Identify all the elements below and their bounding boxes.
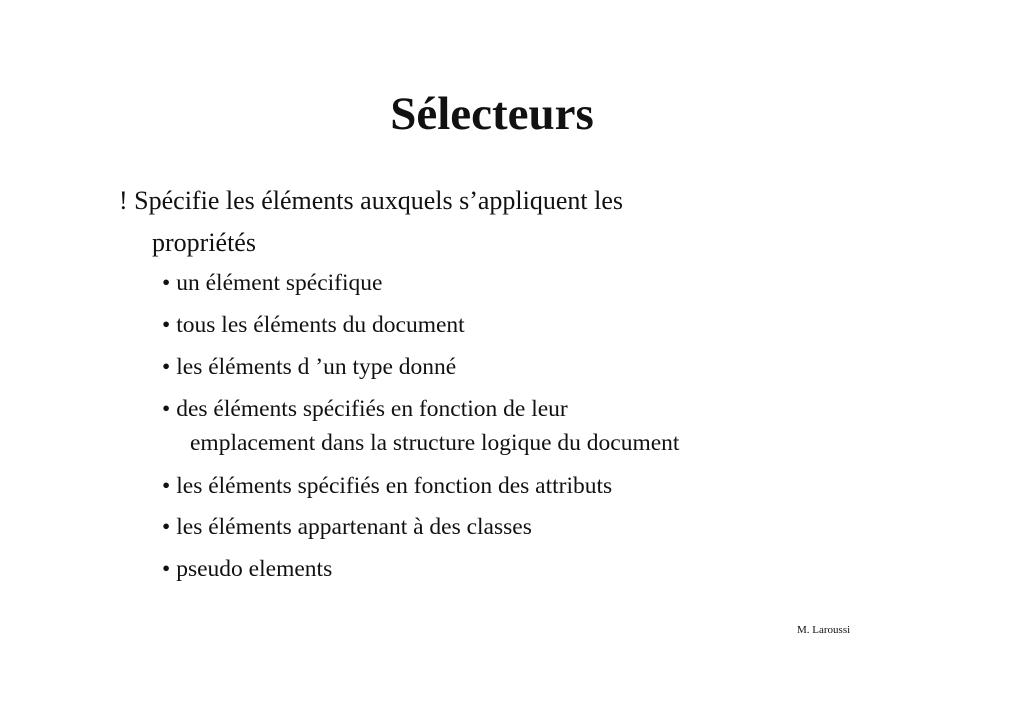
bullet-marker: • — [162, 354, 171, 380]
bullet-text: un élément spécifique — [176, 270, 383, 296]
bullet-text: des éléments spécifiés en fonction de leur — [176, 396, 568, 422]
bullet-text: les éléments spécifiés en fonction des attributs — [176, 473, 613, 499]
slide-title — [0, 84, 1024, 144]
main-point — [119, 180, 819, 264]
bullet-item — [162, 266, 382, 300]
bullet-marker: • — [162, 270, 171, 296]
bullet-item — [162, 350, 456, 384]
bullet-item — [162, 392, 679, 460]
bullet-item — [162, 552, 332, 586]
bullet-text: les éléments appartenant à des classes — [176, 514, 532, 540]
main-point-line2: propriétés — [152, 228, 256, 257]
bullet-text: les éléments d ’un type donné — [176, 354, 457, 380]
main-point-marker: ! — [119, 186, 128, 215]
bullet-text-continuation: emplacement dans la structure logique du document — [190, 430, 680, 456]
author-footer: M. Laroussi — [797, 624, 851, 636]
bullet-item — [162, 510, 532, 544]
bullet-item — [162, 469, 612, 503]
bullet-marker: • — [162, 514, 171, 540]
main-point-line1: Spécifie les éléments auxquels s’appliquent les — [134, 186, 623, 215]
bullet-marker: • — [162, 312, 171, 338]
bullet-text: pseudo elements — [176, 556, 333, 582]
bullet-marker: • — [162, 473, 171, 499]
bullet-item — [162, 308, 465, 342]
bullet-marker: • — [162, 556, 171, 582]
bullet-marker: • — [162, 396, 171, 422]
bullet-text: tous les éléments du document — [176, 312, 465, 338]
slide-title-text: Sélecteurs — [390, 88, 594, 140]
